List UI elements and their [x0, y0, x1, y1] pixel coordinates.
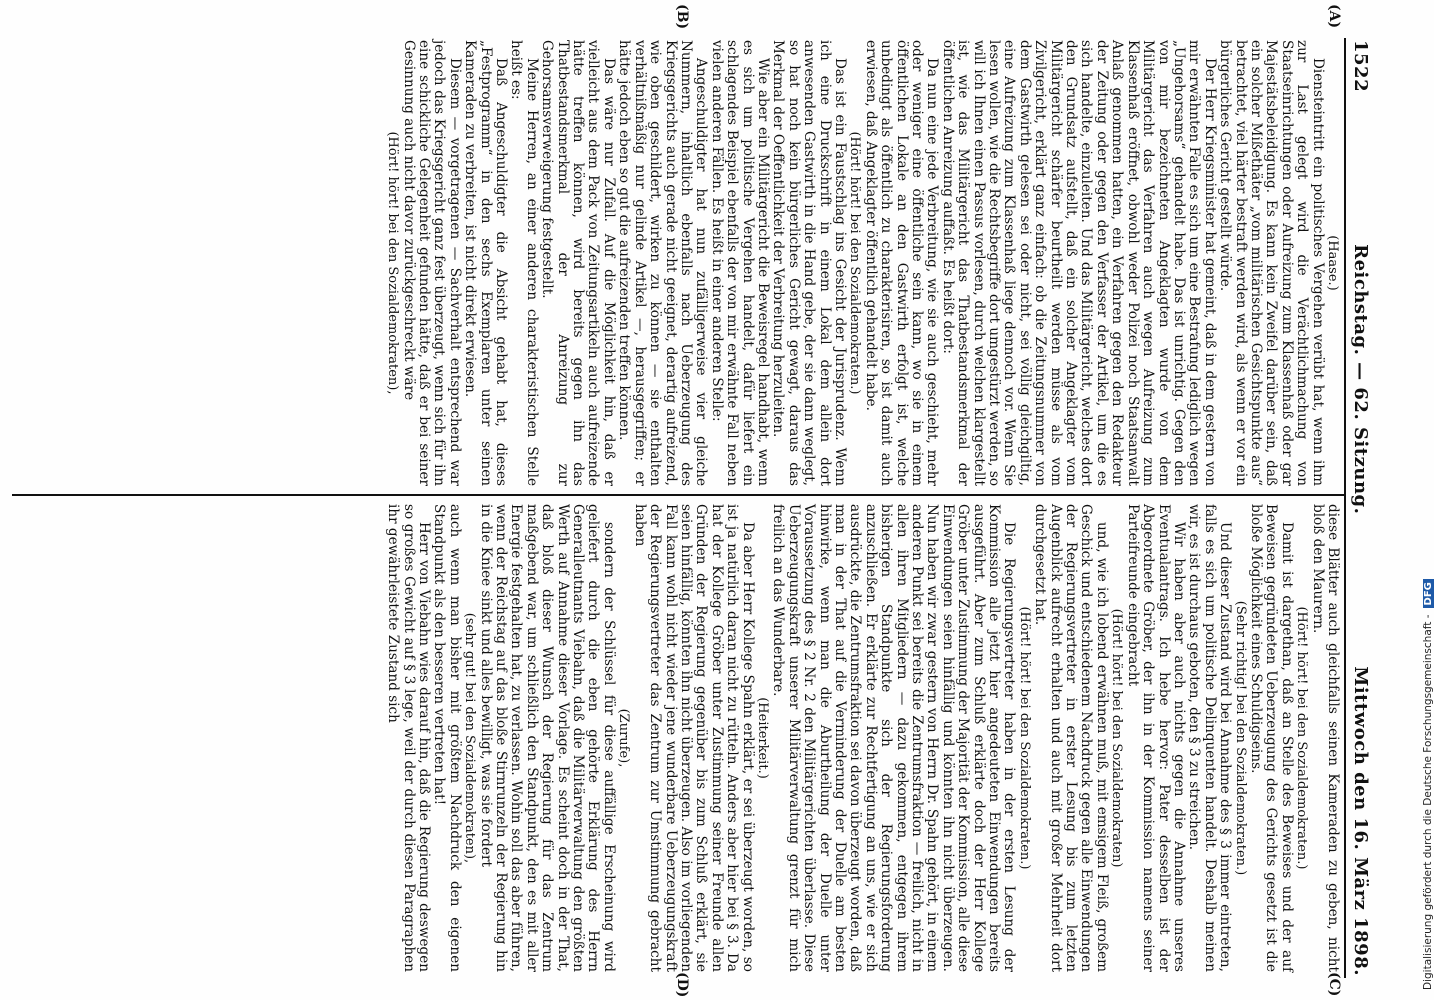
- side-strip: [1398, 0, 1434, 1000]
- paragraph: auch wenn man bisher mit größtem Nachdruck den eigenen Standpunkt als den besseren vertreten hat!: [431, 504, 463, 972]
- speech-interjection: (Hört! hört! bei den Sozialdemokraten.): [1016, 606, 1032, 870]
- header-date: Mittwoch den 16. März 1898.: [1350, 666, 1372, 976]
- speech-interjection: (Zurufe),: [616, 708, 632, 768]
- speech-interjection: (Heiterkeit.): [754, 697, 770, 779]
- margin-marker-c: (C): [1326, 972, 1342, 997]
- digitization-note: Digitalisierung gefördert durch die Deutsche Forschungsgemeinschaft -: [1422, 614, 1434, 990]
- speech-interjection: (Hört! hört! bei den Sozialdemokraten): [1109, 608, 1125, 868]
- paragraph: Da nun eine jede Verbreitung, wie sie auch geschieht, mehr oder weniger eine öffentliche sein kann, wo sie in einem öffentlichen Lokale an den Gastwirth erfolgt ist, welche unbedingt als öffentlich zu charakterisiren, so ist damit auch erwiesen, daß Angeklagter öffentlich gehandelt habe.: [862, 40, 941, 486]
- paragraph: diese Blätter auch gleichfalls seinen Kameraden zu geben, nicht bloß den Maurern.: [1309, 504, 1341, 972]
- header-rule: [1344, 38, 1346, 978]
- paragraph: Daß Angeschuldigter die Absicht gehabt hat, dieses „Festprogramm“ in den sechs Exemplaren unter seinen Kameraden zu verbreiten, ist nicht direkt erwiesen.: [462, 40, 510, 486]
- margin-marker-a: (A): [1326, 4, 1342, 29]
- paragraph: Wie aber ein Militärgericht die Beweisregel handhabt, wenn es sich um politische Vergehen handelt, dafür liefert ein schlagendes Beispiel ebenfalls der von mir erwähnte Fall neben vielen anderen Fällen. Es heißt in einer anderen Stelle:: [708, 40, 771, 486]
- speech-interjection: (Haase.): [1325, 235, 1340, 291]
- paragraph: Das wäre nur Zufall. Auf die Möglichkeit hin, daß er vielleicht aus dem Pack von Zeitungsartikeln auch aufreizende hätte treffen können, wird bereits gegen ihn das Thatbestandsmerkmal der Anreizung zur Gehorsamsverweigerung festgestellt.: [539, 40, 617, 486]
- speech-interjection: (Hört! hört! bei den Sozialdemokraten.): [1294, 606, 1310, 870]
- paragraph: Wir haben aber auch nichts gegen die Annahme unseres Eventualantrags. Ich hebe hervor: Pater desselben ist der Abgeordnete Gröber, der ihn in der Kommission namens seiner Parteifreunde eingebracht: [1124, 504, 1187, 972]
- paragraph: Angeschuldigter hat nun zufälligerweise vier gleiche Nummern, inhaltlich ebenfalls nach Ueberzeugung des Kriegsgerichts auch gerade nicht geeignet, derartig aufreizend, wie oben geschildert, wirken zu können — sie enthalten verhältnißmäßig nur gelinde Artikel —, herausgegriffen; er hätte jedoch eben so gut die aufreizenden treffen können.: [616, 40, 710, 486]
- margin-marker-d: (D): [674, 972, 690, 998]
- speech-interjection: (Hört! hört! bei den Sozialdemokraten.): [847, 131, 863, 395]
- page-number: 1522: [1350, 40, 1372, 93]
- paragraph: Und dieser Zustand wird bei Annahme des § 3 immer eintreten, falls es sich um politische Delinquenten handelt. Deshalb meinen wir, es ist durchaus geboten, den § 3 zu streichen.: [1186, 504, 1234, 972]
- left-column: [385, 40, 1340, 486]
- paragraph: Meine Herren, an einer anderen charakteristischen Stelle heißt es:: [508, 40, 540, 486]
- page-header: [1348, 40, 1374, 976]
- header-title: Reichstag. — 62. Sitzung.: [1350, 244, 1372, 515]
- right-column: [385, 504, 1340, 972]
- paragraph: Da aber Herr Kollege Spahn erklärt, er sei überzeugt worden, so ist ja natürlich daran nicht zu rütteln. Anders aber hier bei § 3. Da hat der Kollege Gröber unter Zustimmung seiner Freunde allen Gründen der Regierung gegenüber bis zum Schluß erklärt, sie seien hinfällig, könnten ihn nicht überzeugen. Also im vorliegenden Fall kann wohl nicht wieder jene wunderbare Ueberzeugungskraft der Regierungsvertreter das Zentrum zur Umstimmung gebracht haben: [631, 504, 756, 972]
- dfg-logo: DFG: [1423, 579, 1434, 608]
- paragraph: Herr von Viebahn wies darauf hin, daß die Regierung deswegen so großes Gewicht auf § 3 lege, weil der durch diesen Paragraphen ihr gewährleistete Zustand sich: [385, 504, 433, 972]
- paragraph: Damit ist dargethan, daß an Stelle des Beweises und der auf Beweisen gegründeten Ueberzeugung des Gerichts gesetzt ist die bloße Möglichkeit eines Schuldigseins.: [1247, 504, 1295, 972]
- paragraph: Das ist ein Faustschlag ins Gesicht der Jurisprudenz. Wenn ich eine Druckschrift in einem Lokal dem allein dort anwesenden Gastwirth in die Hand gebe, der sie dann weglegt, so hat noch kein bürgerliches Gericht gewagt, daraus das Merkmal der Oeffentlichkeit der Verbreitung herzuleiten.: [770, 40, 848, 486]
- speech-interjection: (Hört! hört! bei den Sozialdemokraten),: [385, 131, 401, 395]
- margin-marker-b: (B): [674, 4, 690, 30]
- column-divider: [12, 494, 1344, 496]
- paragraph: Diensteintritt ein politisches Vergehen verübt hat, wenn ihm zur Last gelegt wird die Verächtlichmachung von Staatseinrichtungen oder Aufreizung zum Klassenhaß oder gar Majestätsbeleidigung. Es kann kein Zweifel darüber sein, daß ein solcher Mißethäter „vom militärischen Gesichtspunkte aus“ betrachtet, viel härter bestraft werden wird, als wenn er vor ein bürgerliches Gericht gestellt würde.: [1217, 40, 1326, 486]
- paragraph: Die Regierungsvertreter haben in der ersten Lesung der Kommission alle jetzt hier angedeuteten Einwendungen bereits ausgeführt. Aber zum Schluß erklärte doch der Herr Kollege Gröber unter Zustimmung der Majorität der Kommission, alle diese Einwendungen seien hinfällig und könnten ihn nicht überzeugen. Nun haben wir zwar gestern von Herrn Dr. Spahn gehört, in einem anderen Punkt sei bereits die Zentrumsfraktion — freilich, nicht in allen ihren Mitgliedern — dazu gekommen, entgegen ihrem bisherigen Standpunkte sich der Regierungsforderung anzuschließen. Er erklärte zur Rechtfertigung an uns, wie er sich ausdrückte, die Zentrumsfraktion sei davon überzeugt worden, daß man in der That auf die Verminderung der Duelle am besten hinwirke, wenn man die Aburtheilung der Duelle unter Voraussetzung des § 2 Nr. 2 den Militärgerichten überlasse. Diese Ueberzeugungskraft unserer Militärverwaltung grenzt für mich freilich an das Wunderbare.: [770, 504, 1018, 972]
- paragraph: und, wie ich lobend erwähnen muß, mit emsigem Fleiß, großem Geschick und entschiedenem Nachdruck gegen alle Einwendungen der Regierungsvertreter in erster Lesung bis zum letzten Augenblick aufrecht erhalten und auch mit großer Mehrheit dort durchgesetzt hat.: [1032, 504, 1110, 972]
- paragraph: sondern der Schlüssel für diese auffällige Erscheinung wird geliefert durch die eben gehörte Erklärung des Herrn Generalleutnants Viebahn, daß die Militärverwaltung den größten Werth auf Annahme dieser Vorlage. Es scheint doch in der That, daß bloß dieser Wunsch der Regierung für das Zentrum maßgebend war, um schließlich den Standpunkt, den es mit aller Energie festgehalten hat, zu verlassen. Wohin soll das aber führen, wenn der Reichstag auf das bloße Stirnrunzeln der Regierung hin in die Kniee sinkt und alles bewilligt, was sie fordert: [477, 504, 617, 972]
- speech-interjection: (sehr gut! bei den Sozialdemokraten),: [462, 612, 478, 864]
- paragraph: Der Herr Kriegsminister hat gemeint, daß in dem gestern von mir erwähnten Falle es sich um eine Bestrafung lediglich wegen „Ungehorsams“ gehandelt habe. Das ist unrichtig. Gegen den von mir bezeichneten Angeklagten wurde von dem Militärgericht das Verfahren auch wegen Aufreizung zum Klassenhaß eröffnet, obwohl weder Polizei noch Staatsanwalt Anlaß genommen hatten, ein Verfahren gegen den Redakteur der Zeitung oder gegen den Verfasser der Artikel, um die es sich handelte, einzuleiten. Und das Militärgericht, welches dort den Grundsatz aufstellt, daß ein solcher Angeklagter vom Militärgericht schärfer beurtheilt werden müsse als vom Zivilgericht, erklärt ganz einfach: ob die Zeitungsnummer von dem Gastwirth gelesen sei oder nicht, sei völlig gleichgiltig, eine Aufreizung zum Klassenhaß liege dennoch vor. Wenn Sie lesen wollen, wie die Rechtsbegriffe dort umgestürzt werden, so will ich Ihnen einen Passus vorlesen, durch welchen klargestellt ist, wie das Militärgericht das Thatbestandsmerkmal der öffentlichen Anreizung auffaßt. Es heißt dort:: [939, 40, 1218, 486]
- paragraph: Diesem — vorgetragenen — Sachverhalt entsprechend war jedoch das Kriegsgericht ganz fest überzeugt, wenn sich für ihn eine schickliche Gelegenheit gefunden hätte, daß er bei seiner Gesinnung auch nicht davor zurückgeschreckt wäre: [400, 40, 463, 486]
- speech-interjection: (Sehr richtig! bei den Sozialdemokraten.): [1232, 600, 1248, 876]
